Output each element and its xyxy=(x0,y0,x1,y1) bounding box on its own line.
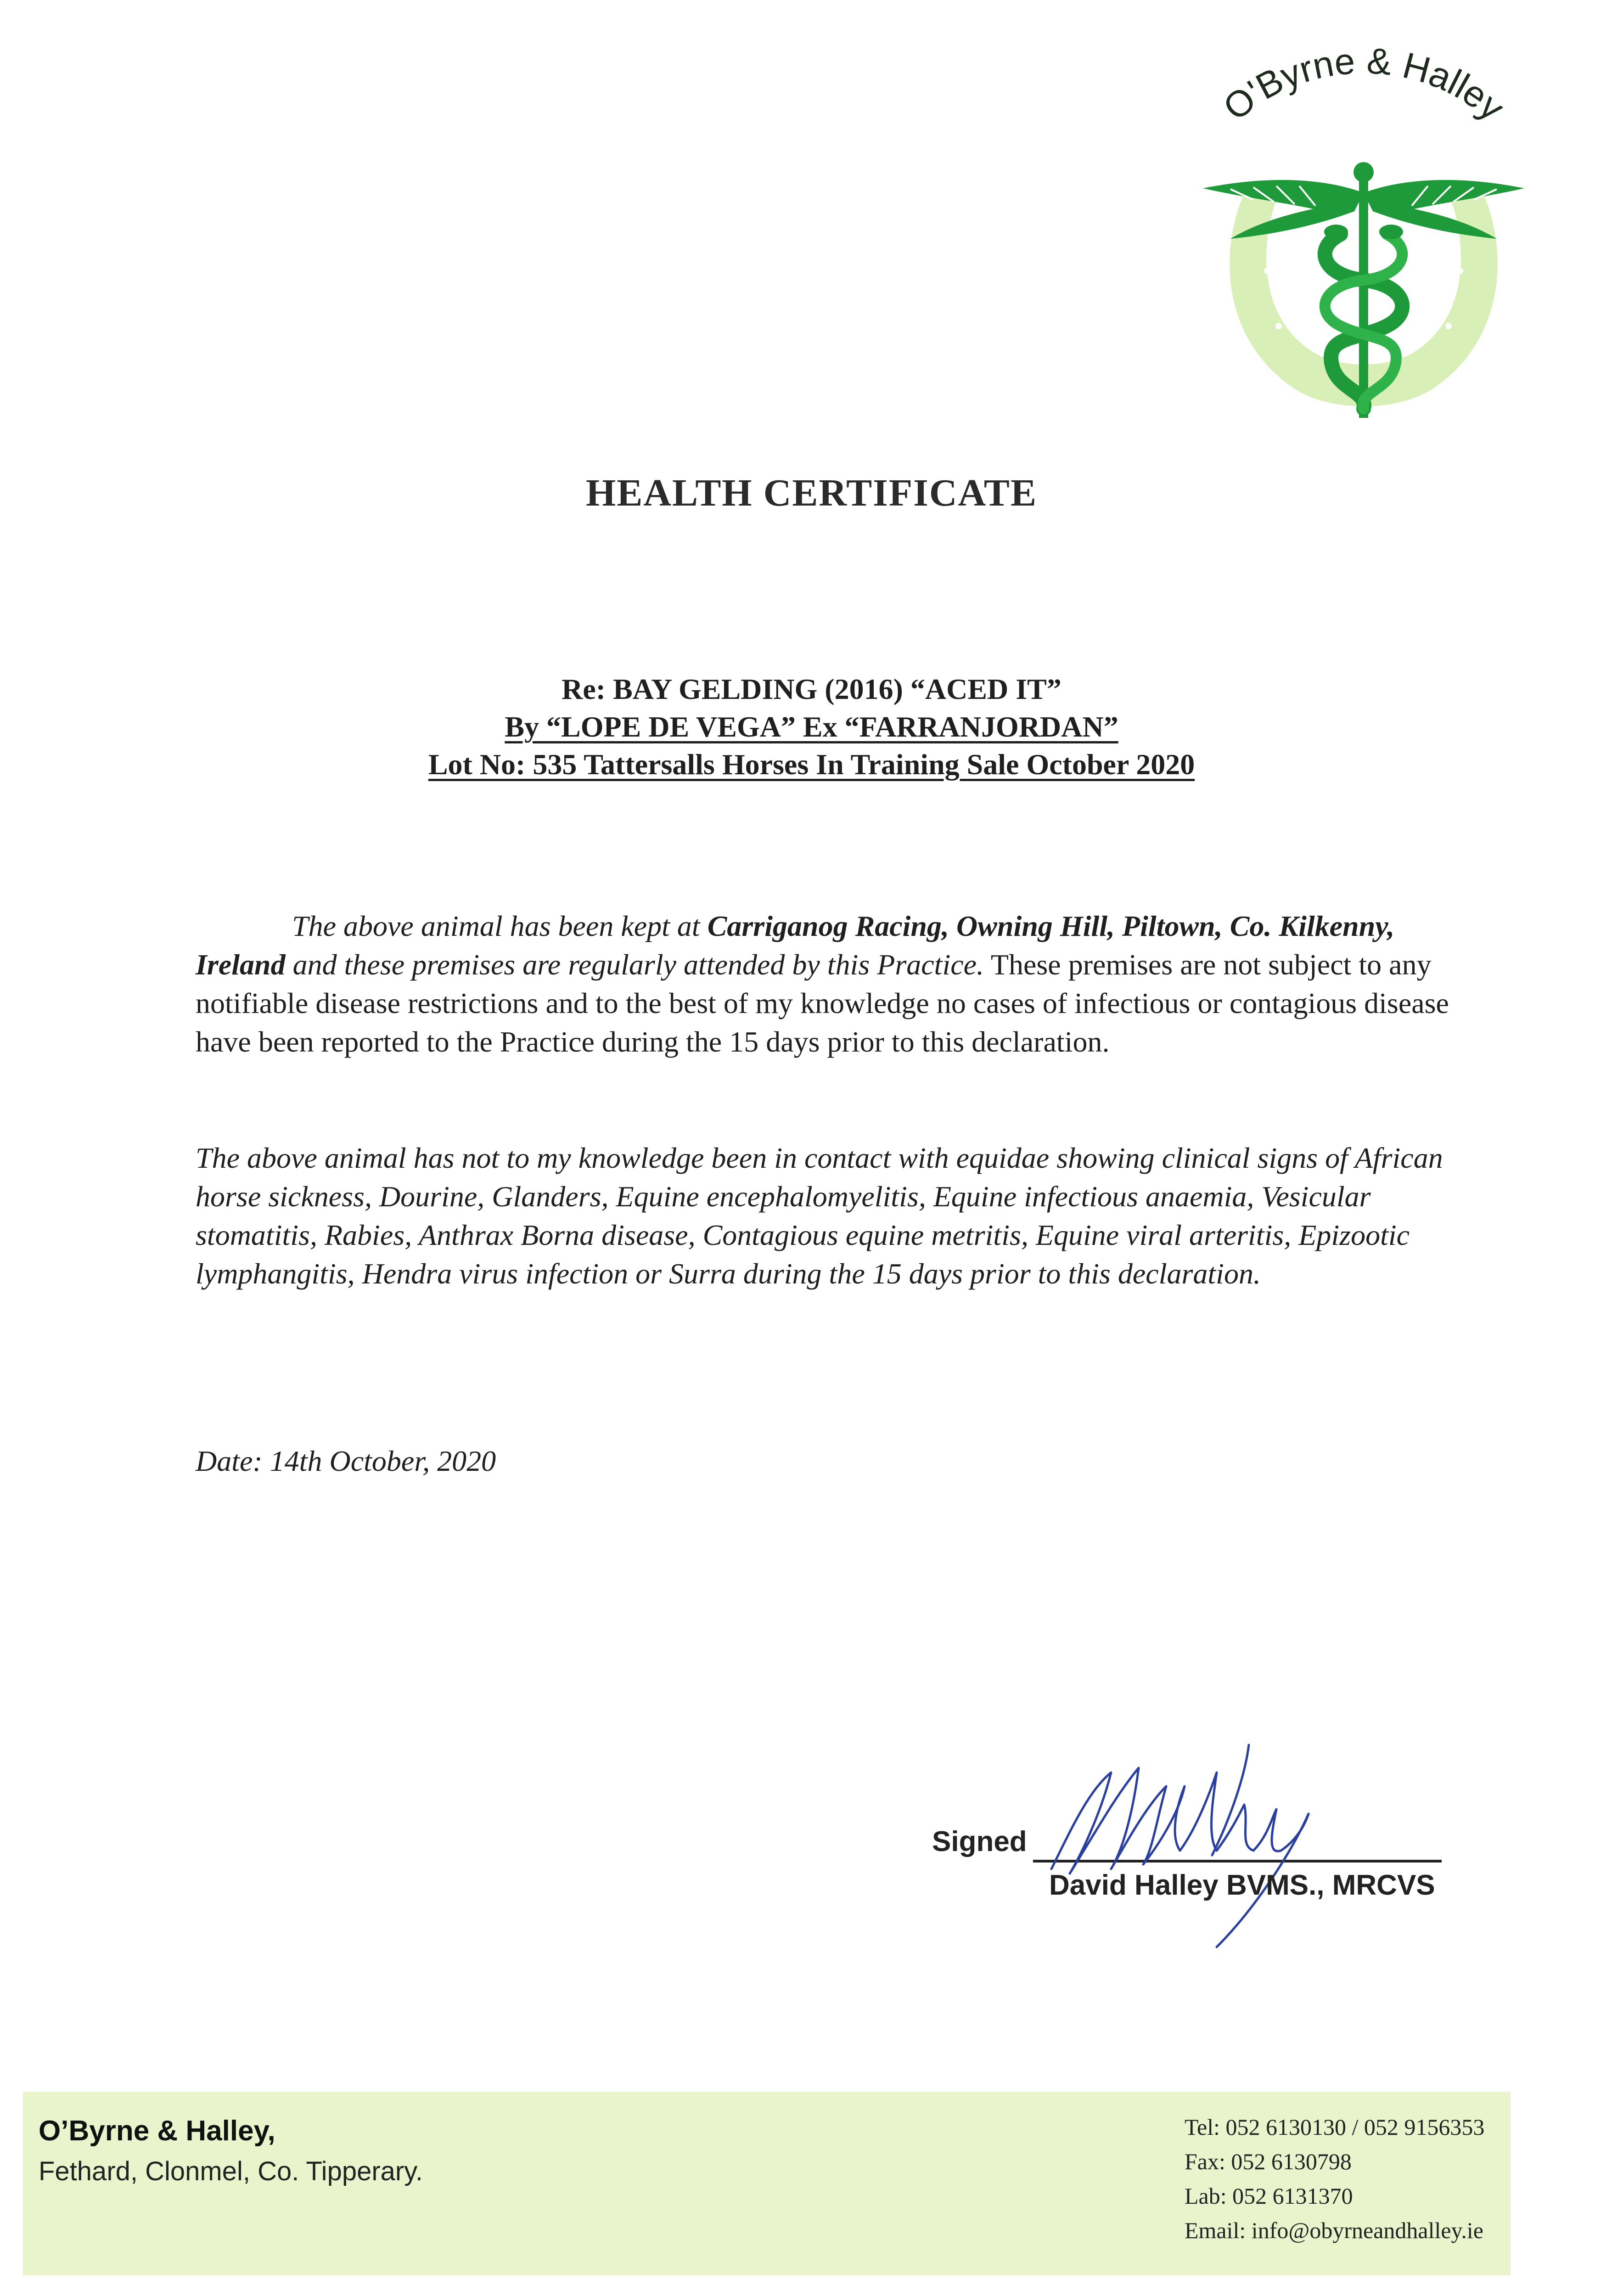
footer-email[interactable]: Email: info@obyrneandhalley.ie xyxy=(1185,2217,1483,2243)
premises-statement: These premises are not subject to any notifiable disease restrictions and to the best of my knowledge no cases of infectious or contagious disease have been reported to the Practice during the 15 days prior to this declaration. xyxy=(196,948,1449,1058)
signer-name: David Halley BVMS., MRCVS xyxy=(1049,1869,1435,1901)
footer-firm-name: O’Byrne & Halley, xyxy=(39,2115,275,2147)
logo-text: O'Byrne & Halley xyxy=(1215,41,1512,129)
subject-block xyxy=(0,670,1623,783)
premises-location: Carriganog Racing, Owning Hill, Piltown, Co. Kilkenny, Ireland xyxy=(196,910,1395,981)
premises-attended: and these premises are regularly attended by this Practice. xyxy=(285,948,984,981)
caduceus-horseshoe-icon xyxy=(1175,41,1552,436)
svg-text:O'Byrne & Halley xyxy=(1216,41,1512,128)
subject-lot: Lot No: 535 Tattersalls Horses In Training Sale October 2020 xyxy=(428,748,1195,781)
footer-contact-band xyxy=(23,2092,1511,2275)
practice-logo xyxy=(1175,41,1552,436)
paragraph-diseases: The above animal has not to my knowledge been in contact with equidae showing clinical signs of African horse sickness, Dourine, Glanders, Equine encephalomyelitis, Equine infectious anaemia, Vesicular stomatitis, Rabies, Anthrax Borna disease, Contagious equine metritis, Equine viral arteritis, Epizootic lymphangitis, Hendra virus infection or Surra during the 15 days prior to this declaration. xyxy=(196,1142,1443,1290)
handwritten-signature xyxy=(1033,1717,1318,1956)
footer-fax: Fax: 052 6130798 xyxy=(1185,2149,1352,2174)
footer-tel: Tel: 052 6130130 / 052 9156353 xyxy=(1185,2114,1485,2140)
document-title: HEALTH CERTIFICATE xyxy=(586,472,1037,514)
premises-intro: The above animal has been kept at xyxy=(292,910,708,942)
footer-lab: Lab: 052 6131370 xyxy=(1185,2183,1353,2209)
footer-address: Fethard, Clonmel, Co. Tipperary. xyxy=(39,2156,423,2186)
paragraph-premises xyxy=(196,907,1454,1061)
signed-label: Signed xyxy=(932,1826,1027,1857)
footer-contact-list xyxy=(1185,2110,1484,2248)
subject-breeding: By “LOPE DE VEGA” Ex “FARRANJORDAN” xyxy=(505,710,1118,743)
certificate-date: Date: 14th October, 2020 xyxy=(196,1445,496,1477)
subject-horse: Re: BAY GELDING (2016) “ACED IT” xyxy=(562,673,1061,705)
